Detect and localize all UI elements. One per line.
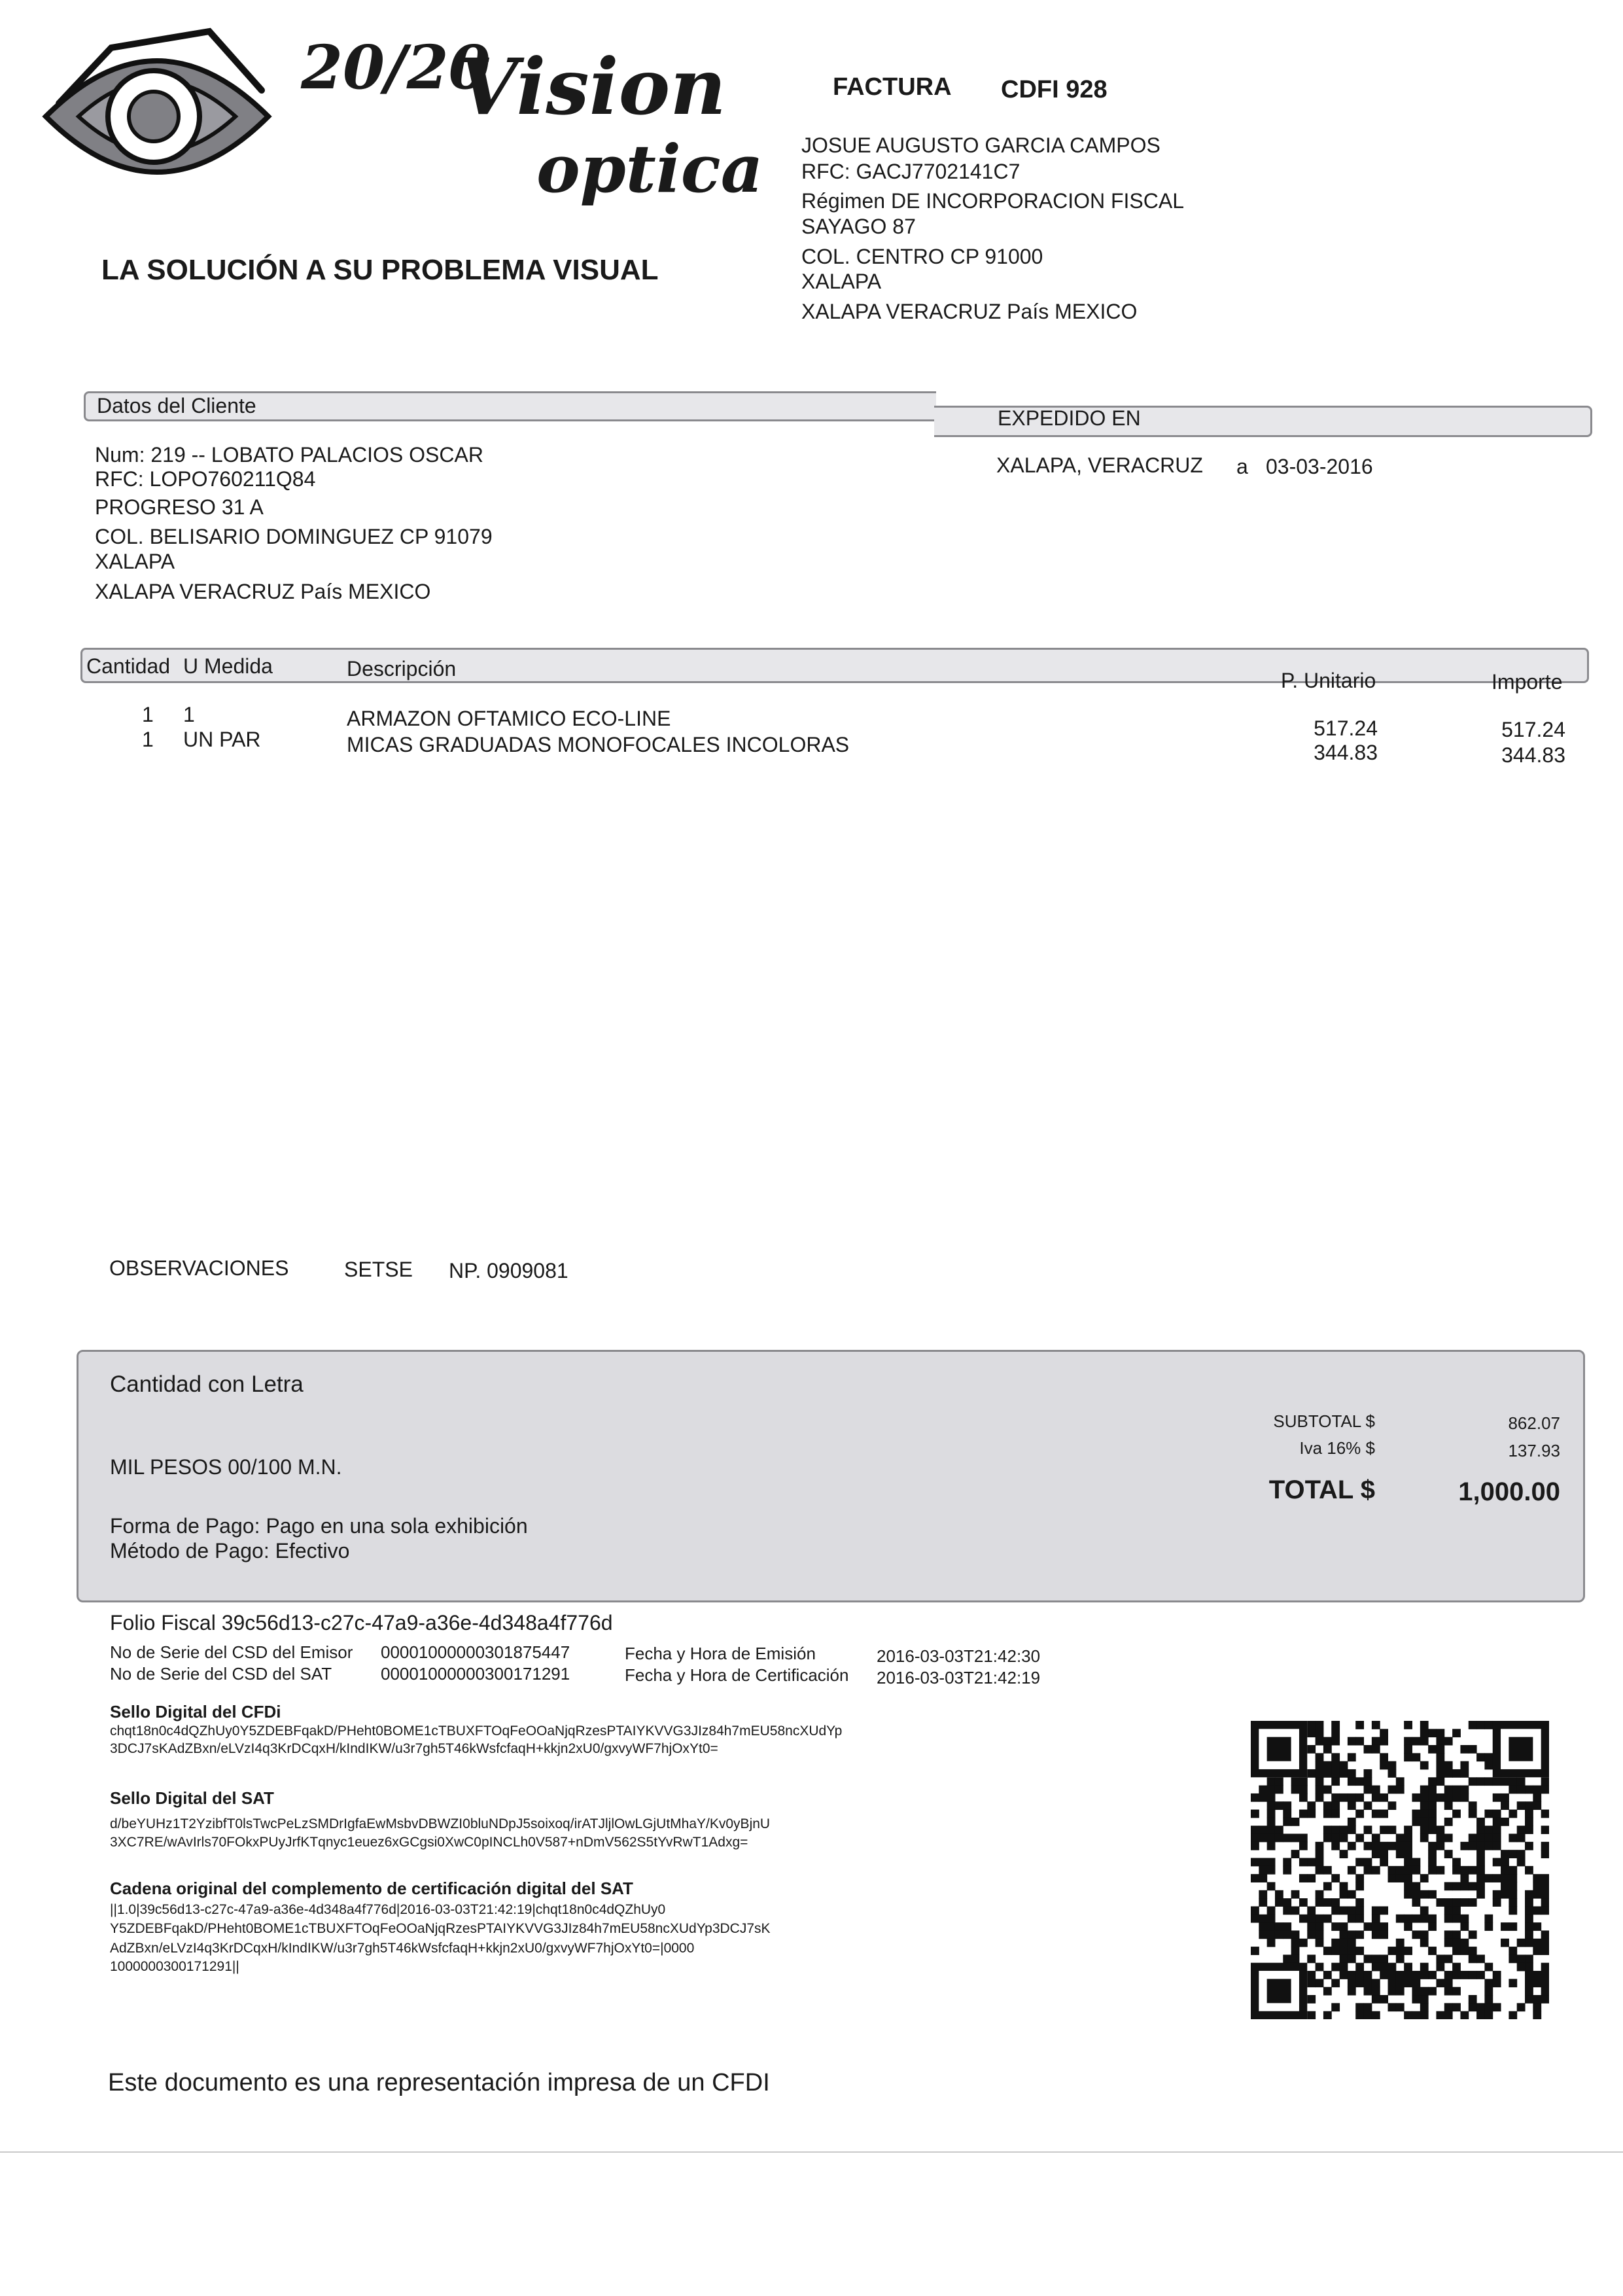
issuer-col: COL. CENTRO CP 91000 [801, 245, 1043, 268]
issuer-rfc: RFC: GACJ7702141C7 [801, 160, 1021, 183]
footer-note: Este documento es una representación impresa de un CFDI [108, 2069, 770, 2096]
observations-value-2: NP. 0909081 [449, 1259, 568, 1282]
row-cantidad: 1 [142, 703, 154, 726]
sello-sat-line: d/beYUHz1T2YzibfT0lsTwcPeLzSMDrIgfaEwMsbvDBWZI0bluNDpJ5soixoq/irATJljlOwLGjUtMhaY/Kv0yBjnU [110, 1816, 771, 1831]
certificacion-value: 2016-03-03T21:42:19 [877, 1668, 1041, 1687]
page-bottom-edge [0, 2151, 1623, 2153]
client-city: XALAPA [95, 550, 175, 573]
client-section-title: Datos del Cliente [97, 394, 256, 417]
csd-sat-label: No de Serie del CSD del SAT [110, 1664, 332, 1684]
doc-type: FACTURA [833, 73, 952, 101]
brand-sub: optica [536, 130, 763, 207]
row-cantidad: 1 [142, 728, 154, 751]
client-state: XALAPA VERACRUZ País MEXICO [95, 580, 431, 603]
brand-number: 20/20 [301, 32, 491, 103]
csd-emisor-value: 00001000000301875447 [381, 1642, 570, 1662]
issuer-state: XALAPA VERACRUZ País MEXICO [801, 300, 1138, 323]
letter-title: Cantidad con Letra [110, 1371, 304, 1397]
doc-number: CDFI 928 [1001, 76, 1108, 103]
sello-cfdi-line: 3DCJ7sKAdZBxn/eLVzI4q3KrDCqxH/kIndIKW/u3r7gh5T46kWsfcfaqH+kkjn2xU0/gxvyWF7hjOxYt0= [110, 1741, 718, 1756]
cadena-line: ||1.0|39c56d13-c27c-47a9-a36e-4d348a4f776d|2016-03-03T21:42:19|chqt18n0c4dQZhUy0 [110, 1902, 666, 1917]
row-unitario: 517.24 [1314, 716, 1378, 740]
payment-form: Forma de Pago: Pago en una sola exhibición [110, 1514, 528, 1538]
eye-logo-icon [39, 18, 275, 215]
company-logo [39, 18, 763, 293]
col-cantidad: Cantidad [86, 654, 171, 678]
client-street: PROGRESO 31 A [95, 495, 264, 519]
cadena-title: Cadena original del complemento de certificación digital del SAT [110, 1879, 633, 1898]
client-col: COL. BELISARIO DOMINGUEZ CP 91079 [95, 525, 493, 548]
client-num: Num: 219 -- LOBATO PALACIOS OSCAR [95, 443, 483, 467]
sello-sat-line: 3XC7RE/wAvIrls70FOkxPUyJrfKTqnyc1euez6xGCgsi0XwC0pINCLh0V587+nDmV562S5tYvRwT1Adxg= [110, 1835, 748, 1850]
issuer-name: JOSUE AUGUSTO GARCIA CAMPOS [801, 133, 1161, 157]
issuer-regime: Régimen DE INCORPORACION FISCAL [801, 189, 1185, 213]
csd-sat-value: 00001000000300171291 [381, 1664, 570, 1684]
certificacion-label: Fecha y Hora de Certificación [625, 1665, 849, 1685]
sello-cfdi-line: chqt18n0c4dQZhUy0Y5ZDEBFqakD/PHeht0BOME1cTBUXFTOqFeOOaNjqRzesPTAIYKVVG3JIz84h7mEU58ncXUdYp [110, 1723, 843, 1739]
cadena-line: 1000000300171291|| [110, 1959, 239, 1974]
row-unidad: 1 [183, 703, 195, 726]
expedido-a: a [1236, 455, 1248, 478]
iva-label: Iva 16% $ [1299, 1438, 1375, 1458]
expedido-title: EXPEDIDO EN [998, 406, 1141, 430]
payment-method: Método de Pago: Efectivo [110, 1539, 350, 1563]
col-descripcion: Descripción [347, 657, 457, 680]
issuer-street: SAYAGO 87 [801, 215, 916, 238]
emision-label: Fecha y Hora de Emisión [625, 1644, 816, 1663]
sello-cfdi-title: Sello Digital del CFDi [110, 1702, 281, 1722]
col-unitario: P. Unitario [1281, 669, 1376, 692]
observations-label: OBSERVACIONES [109, 1256, 289, 1280]
col-unidad: U Medida [183, 654, 273, 678]
sello-sat-title: Sello Digital del SAT [110, 1788, 274, 1808]
row-descripcion: MICAS GRADUADAS MONOFOCALES INCOLORAS [347, 733, 850, 756]
row-unidad: UN PAR [183, 728, 261, 751]
issuer-city: XALAPA [801, 270, 882, 293]
iva-value: 137.93 [1508, 1441, 1560, 1460]
col-importe: Importe [1492, 670, 1563, 694]
total-label: TOTAL $ [1268, 1475, 1375, 1504]
total-value: 1,000.00 [1458, 1477, 1560, 1506]
row-importe: 344.83 [1501, 743, 1565, 767]
row-descripcion: ARMAZON OFTAMICO ECO-LINE [347, 707, 671, 730]
emision-value: 2016-03-03T21:42:30 [877, 1646, 1041, 1666]
expedido-date: 03-03-2016 [1266, 455, 1373, 478]
observations-value-1: SETSE [344, 1258, 413, 1281]
row-importe: 517.24 [1501, 718, 1565, 741]
letter-amount: MIL PESOS 00/100 M.N. [110, 1455, 342, 1479]
cadena-line: AdZBxn/eLVzI4q3KrDCqxH/kIndIKW/u3r7gh5T46kWsfcfaqH+kkjn2xU0/gxvyWF7hjOxYt0=|0000 [110, 1941, 695, 1956]
row-unitario: 344.83 [1314, 741, 1378, 764]
expedido-place: XALAPA, VERACRUZ [996, 453, 1203, 477]
cadena-line: Y5ZDEBFqakD/PHeht0BOME1cTBUXFTOqFeOOaNjqRzesPTAIYKVVG3JIz84h7mEU58ncXUdYp3DCJ7sK [110, 1921, 771, 1936]
qr-code-icon [1251, 1721, 1549, 2019]
subtotal-value: 862.07 [1508, 1413, 1560, 1433]
client-rfc: RFC: LOPO760211Q84 [95, 467, 316, 491]
subtotal-label: SUBTOTAL $ [1273, 1411, 1375, 1431]
folio-fiscal: Folio Fiscal 39c56d13-c27c-47a9-a36e-4d348a4f776d [110, 1611, 613, 1634]
brand-name: Vision [458, 41, 727, 132]
brand-tagline: LA SOLUCIÓN A SU PROBLEMA VISUAL [101, 254, 659, 286]
csd-emisor-label: No de Serie del CSD del Emisor [110, 1642, 353, 1662]
